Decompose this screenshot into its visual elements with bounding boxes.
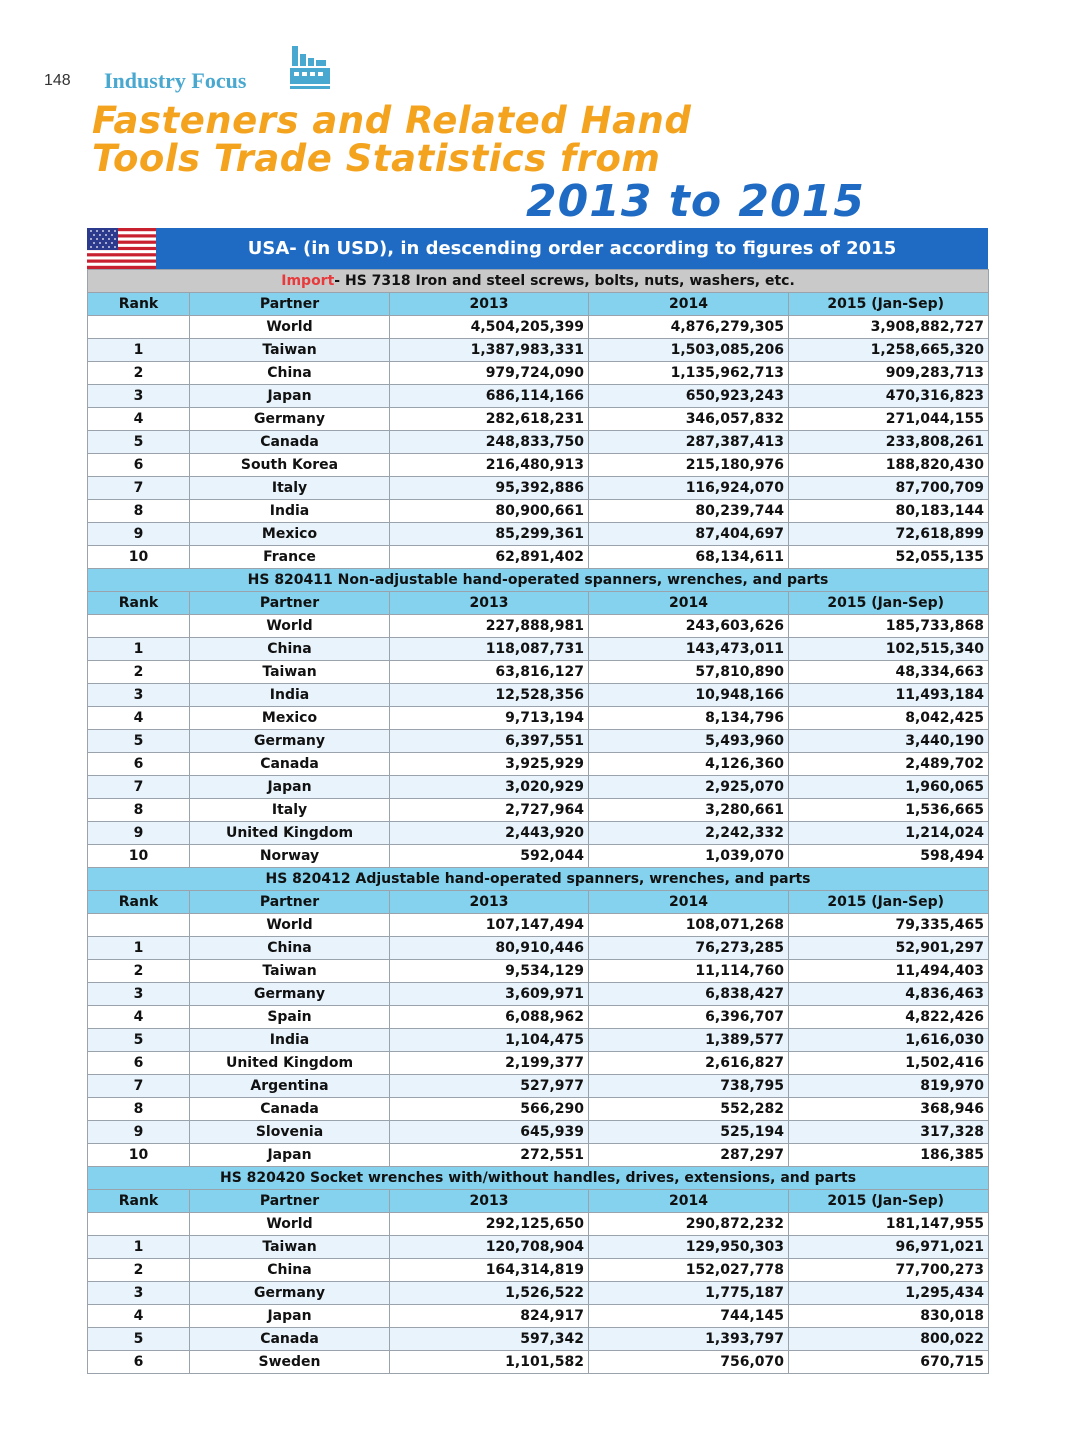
value-2013-cell: 164,314,819 xyxy=(390,1259,589,1282)
value-2014-cell: 108,071,268 xyxy=(589,914,789,937)
value-2014-cell: 143,473,011 xyxy=(589,638,789,661)
value-2013-cell: 6,088,962 xyxy=(390,1006,589,1029)
table-row xyxy=(88,937,989,960)
rank-cell: 9 xyxy=(88,822,190,845)
value-2015-cell: 819,970 xyxy=(789,1075,989,1098)
partner-cell: Spain xyxy=(190,1006,390,1029)
value-2013-cell: 2,443,920 xyxy=(390,822,589,845)
table-row xyxy=(88,1098,989,1121)
rank-cell: 8 xyxy=(88,500,190,523)
value-2015-cell: 670,715 xyxy=(789,1351,989,1374)
value-2013-cell: 592,044 xyxy=(390,845,589,868)
country-banner xyxy=(87,228,988,269)
value-2014-cell: 744,145 xyxy=(589,1305,789,1328)
section-heading: HS 820420 Socket wrenches with/without handles, drives, extensions, and parts xyxy=(88,1167,989,1190)
partner-cell: Argentina xyxy=(190,1075,390,1098)
table-row xyxy=(88,523,989,546)
value-2015-cell: 3,908,882,727 xyxy=(789,316,989,339)
section-heading: HS 820411 Non-adjustable hand-operated spanners, wrenches, and parts xyxy=(88,569,989,592)
column-header: Partner xyxy=(190,1190,390,1213)
value-2013-cell: 107,147,494 xyxy=(390,914,589,937)
column-header: Partner xyxy=(190,592,390,615)
value-2015-cell: 77,700,273 xyxy=(789,1259,989,1282)
rank-cell: 6 xyxy=(88,1351,190,1374)
value-2014-cell: 87,404,697 xyxy=(589,523,789,546)
value-2014-cell: 1,389,577 xyxy=(589,1029,789,1052)
value-2014-cell: 6,838,427 xyxy=(589,983,789,1006)
value-2013-cell: 85,299,361 xyxy=(390,523,589,546)
table-row xyxy=(88,1052,989,1075)
value-2013-cell: 227,888,981 xyxy=(390,615,589,638)
column-header: Partner xyxy=(190,293,390,316)
table-row xyxy=(88,822,989,845)
rank-cell: 3 xyxy=(88,684,190,707)
column-header: Rank xyxy=(88,1190,190,1213)
column-header-row xyxy=(88,592,989,615)
rank-cell: 4 xyxy=(88,1006,190,1029)
value-2013-cell: 80,900,661 xyxy=(390,500,589,523)
value-2015-cell: 186,385 xyxy=(789,1144,989,1167)
value-2014-cell: 129,950,303 xyxy=(589,1236,789,1259)
rank-cell: 1 xyxy=(88,1236,190,1259)
value-2014-cell: 11,114,760 xyxy=(589,960,789,983)
partner-cell: France xyxy=(190,546,390,569)
value-2014-cell: 4,876,279,305 xyxy=(589,316,789,339)
partner-cell: Canada xyxy=(190,1328,390,1351)
value-2014-cell: 4,126,360 xyxy=(589,753,789,776)
rank-cell: 10 xyxy=(88,1144,190,1167)
partner-cell: Slovenia xyxy=(190,1121,390,1144)
value-2015-cell: 1,536,665 xyxy=(789,799,989,822)
table-row xyxy=(88,845,989,868)
table-row xyxy=(88,1351,989,1374)
column-header: 2014 xyxy=(589,1190,789,1213)
partner-cell: Canada xyxy=(190,431,390,454)
value-2013-cell: 248,833,750 xyxy=(390,431,589,454)
rank-cell: 6 xyxy=(88,454,190,477)
column-header: Rank xyxy=(88,891,190,914)
partner-cell: Italy xyxy=(190,799,390,822)
value-2013-cell: 3,925,929 xyxy=(390,753,589,776)
partner-cell: Germany xyxy=(190,730,390,753)
value-2015-cell: 79,335,465 xyxy=(789,914,989,937)
rank-cell: 6 xyxy=(88,753,190,776)
column-header: Rank xyxy=(88,293,190,316)
table-row xyxy=(88,431,989,454)
rank-cell: 7 xyxy=(88,1075,190,1098)
value-2015-cell: 3,440,190 xyxy=(789,730,989,753)
rank-cell: 10 xyxy=(88,845,190,868)
column-header: 2014 xyxy=(589,293,789,316)
value-2014-cell: 3,280,661 xyxy=(589,799,789,822)
table-row xyxy=(88,1259,989,1282)
partner-cell: China xyxy=(190,638,390,661)
partner-cell: Germany xyxy=(190,1282,390,1305)
column-header: 2015 (Jan-Sep) xyxy=(789,1190,989,1213)
value-2013-cell: 2,727,964 xyxy=(390,799,589,822)
column-header: Rank xyxy=(88,592,190,615)
table-row xyxy=(88,730,989,753)
partner-cell: Taiwan xyxy=(190,339,390,362)
partner-cell: China xyxy=(190,937,390,960)
rank-cell: 9 xyxy=(88,1121,190,1144)
table-row xyxy=(88,500,989,523)
trade-statistics-table xyxy=(87,269,989,1374)
rank-cell xyxy=(88,316,190,339)
partner-cell: Japan xyxy=(190,385,390,408)
table-row xyxy=(88,477,989,500)
value-2014-cell: 152,027,778 xyxy=(589,1259,789,1282)
value-2013-cell: 95,392,886 xyxy=(390,477,589,500)
rank-cell: 5 xyxy=(88,431,190,454)
partner-cell: World xyxy=(190,615,390,638)
usa-flag-icon xyxy=(87,228,156,269)
table-row xyxy=(88,385,989,408)
value-2014-cell: 287,297 xyxy=(589,1144,789,1167)
partner-cell: Japan xyxy=(190,776,390,799)
value-2015-cell: 52,055,135 xyxy=(789,546,989,569)
value-2013-cell: 979,724,090 xyxy=(390,362,589,385)
section-label: Industry Focus xyxy=(104,68,247,93)
partner-cell: World xyxy=(190,316,390,339)
column-header: 2015 (Jan-Sep) xyxy=(789,293,989,316)
column-header: 2013 xyxy=(390,891,589,914)
value-2014-cell: 116,924,070 xyxy=(589,477,789,500)
value-2015-cell: 102,515,340 xyxy=(789,638,989,661)
column-header: 2015 (Jan-Sep) xyxy=(789,891,989,914)
rank-cell: 8 xyxy=(88,1098,190,1121)
value-2015-cell: 1,295,434 xyxy=(789,1282,989,1305)
table-row xyxy=(88,454,989,477)
partner-cell: United Kingdom xyxy=(190,1052,390,1075)
value-2013-cell: 4,504,205,399 xyxy=(390,316,589,339)
column-header: 2015 (Jan-Sep) xyxy=(789,592,989,615)
value-2015-cell: 185,733,868 xyxy=(789,615,989,638)
value-2013-cell: 63,816,127 xyxy=(390,661,589,684)
section-heading-row xyxy=(88,569,989,592)
value-2014-cell: 1,039,070 xyxy=(589,845,789,868)
value-2013-cell: 120,708,904 xyxy=(390,1236,589,1259)
value-2014-cell: 243,603,626 xyxy=(589,615,789,638)
rank-cell: 6 xyxy=(88,1052,190,1075)
rank-cell: 4 xyxy=(88,408,190,431)
value-2014-cell: 5,493,960 xyxy=(589,730,789,753)
rank-cell: 1 xyxy=(88,638,190,661)
value-2015-cell: 188,820,430 xyxy=(789,454,989,477)
trade-table-container xyxy=(87,269,988,1374)
table-row xyxy=(88,339,989,362)
section-heading: HS 820412 Adjustable hand-operated spanners, wrenches, and parts xyxy=(88,868,989,891)
partner-cell: Taiwan xyxy=(190,661,390,684)
value-2014-cell: 290,872,232 xyxy=(589,1213,789,1236)
rank-cell: 2 xyxy=(88,960,190,983)
table-row xyxy=(88,408,989,431)
table-row xyxy=(88,546,989,569)
partner-cell: Japan xyxy=(190,1144,390,1167)
table-row xyxy=(88,776,989,799)
value-2014-cell: 525,194 xyxy=(589,1121,789,1144)
partner-cell: Norway xyxy=(190,845,390,868)
value-2014-cell: 6,396,707 xyxy=(589,1006,789,1029)
partner-cell: Mexico xyxy=(190,523,390,546)
table-row xyxy=(88,362,989,385)
rank-cell: 2 xyxy=(88,362,190,385)
value-2013-cell: 1,104,475 xyxy=(390,1029,589,1052)
partner-cell: World xyxy=(190,914,390,937)
value-2015-cell: 800,022 xyxy=(789,1328,989,1351)
value-2013-cell: 566,290 xyxy=(390,1098,589,1121)
value-2014-cell: 287,387,413 xyxy=(589,431,789,454)
value-2014-cell: 1,393,797 xyxy=(589,1328,789,1351)
partner-cell: India xyxy=(190,684,390,707)
rank-cell: 9 xyxy=(88,523,190,546)
section-heading xyxy=(88,270,989,293)
table-row xyxy=(88,960,989,983)
value-2015-cell: 96,971,021 xyxy=(789,1236,989,1259)
title-line-1: Fasteners and Related Hand xyxy=(92,99,692,142)
value-2015-cell: 1,616,030 xyxy=(789,1029,989,1052)
page-number: 148 xyxy=(44,72,71,89)
rank-cell: 4 xyxy=(88,707,190,730)
value-2013-cell: 1,387,983,331 xyxy=(390,339,589,362)
value-2013-cell: 62,891,402 xyxy=(390,546,589,569)
rank-cell: 7 xyxy=(88,477,190,500)
value-2014-cell: 738,795 xyxy=(589,1075,789,1098)
partner-cell: Germany xyxy=(190,983,390,1006)
value-2013-cell: 1,526,522 xyxy=(390,1282,589,1305)
value-2015-cell: 233,808,261 xyxy=(789,431,989,454)
table-row xyxy=(88,1328,989,1351)
rank-cell xyxy=(88,1213,190,1236)
value-2013-cell: 645,939 xyxy=(390,1121,589,1144)
table-row xyxy=(88,1121,989,1144)
partner-cell: India xyxy=(190,1029,390,1052)
value-2015-cell: 317,328 xyxy=(789,1121,989,1144)
table-row xyxy=(88,707,989,730)
partner-cell: China xyxy=(190,362,390,385)
value-2013-cell: 118,087,731 xyxy=(390,638,589,661)
value-2013-cell: 282,618,231 xyxy=(390,408,589,431)
value-2015-cell: 4,822,426 xyxy=(789,1006,989,1029)
value-2014-cell: 80,239,744 xyxy=(589,500,789,523)
value-2015-cell: 1,258,665,320 xyxy=(789,339,989,362)
value-2014-cell: 346,057,832 xyxy=(589,408,789,431)
value-2015-cell: 11,494,403 xyxy=(789,960,989,983)
rank-cell: 1 xyxy=(88,937,190,960)
table-row xyxy=(88,1236,989,1259)
section-heading-row xyxy=(88,868,989,891)
value-2013-cell: 3,609,971 xyxy=(390,983,589,1006)
table-row xyxy=(88,1305,989,1328)
factory-icon xyxy=(288,44,332,92)
value-2013-cell: 1,101,582 xyxy=(390,1351,589,1374)
value-2014-cell: 8,134,796 xyxy=(589,707,789,730)
value-2013-cell: 292,125,650 xyxy=(390,1213,589,1236)
value-2013-cell: 3,020,929 xyxy=(390,776,589,799)
column-header-row xyxy=(88,293,989,316)
table-row xyxy=(88,1213,989,1236)
value-2013-cell: 80,910,446 xyxy=(390,937,589,960)
value-2015-cell: 598,494 xyxy=(789,845,989,868)
value-2013-cell: 9,713,194 xyxy=(390,707,589,730)
rank-cell: 3 xyxy=(88,983,190,1006)
value-2015-cell: 87,700,709 xyxy=(789,477,989,500)
table-row xyxy=(88,638,989,661)
value-2015-cell: 181,147,955 xyxy=(789,1213,989,1236)
partner-cell: China xyxy=(190,1259,390,1282)
rank-cell: 3 xyxy=(88,385,190,408)
title-line-2: Tools Trade Statistics from xyxy=(92,137,661,180)
table-row xyxy=(88,684,989,707)
value-2015-cell: 1,960,065 xyxy=(789,776,989,799)
value-2014-cell: 2,242,332 xyxy=(589,822,789,845)
table-row xyxy=(88,316,989,339)
rank-cell xyxy=(88,615,190,638)
column-header: 2013 xyxy=(390,1190,589,1213)
table-row xyxy=(88,1282,989,1305)
partner-cell: Canada xyxy=(190,753,390,776)
value-2013-cell: 12,528,356 xyxy=(390,684,589,707)
value-2015-cell: 909,283,713 xyxy=(789,362,989,385)
value-2014-cell: 2,925,070 xyxy=(589,776,789,799)
partner-cell: Taiwan xyxy=(190,960,390,983)
table-row xyxy=(88,753,989,776)
value-2015-cell: 470,316,823 xyxy=(789,385,989,408)
value-2015-cell: 2,489,702 xyxy=(789,753,989,776)
import-label: Import xyxy=(281,273,335,289)
rank-cell: 2 xyxy=(88,661,190,684)
value-2015-cell: 368,946 xyxy=(789,1098,989,1121)
value-2015-cell: 8,042,425 xyxy=(789,707,989,730)
partner-cell: Japan xyxy=(190,1305,390,1328)
rank-cell: 1 xyxy=(88,339,190,362)
value-2014-cell: 552,282 xyxy=(589,1098,789,1121)
column-header: 2013 xyxy=(390,592,589,615)
section-heading-row xyxy=(88,1167,989,1190)
partner-cell: World xyxy=(190,1213,390,1236)
rank-cell: 7 xyxy=(88,776,190,799)
value-2013-cell: 6,397,551 xyxy=(390,730,589,753)
value-2015-cell: 1,214,024 xyxy=(789,822,989,845)
value-2014-cell: 650,923,243 xyxy=(589,385,789,408)
value-2014-cell: 1,503,085,206 xyxy=(589,339,789,362)
value-2014-cell: 76,273,285 xyxy=(589,937,789,960)
title-years: 2013 to 2015 xyxy=(526,176,865,227)
value-2015-cell: 72,618,899 xyxy=(789,523,989,546)
column-header-row xyxy=(88,1190,989,1213)
rank-cell: 3 xyxy=(88,1282,190,1305)
column-header-row xyxy=(88,891,989,914)
column-header: 2014 xyxy=(589,592,789,615)
value-2015-cell: 830,018 xyxy=(789,1305,989,1328)
rank-cell: 5 xyxy=(88,1328,190,1351)
value-2015-cell: 52,901,297 xyxy=(789,937,989,960)
rank-cell: 8 xyxy=(88,799,190,822)
value-2014-cell: 2,616,827 xyxy=(589,1052,789,1075)
value-2013-cell: 2,199,377 xyxy=(390,1052,589,1075)
rank-cell: 2 xyxy=(88,1259,190,1282)
value-2013-cell: 597,342 xyxy=(390,1328,589,1351)
rank-cell: 4 xyxy=(88,1305,190,1328)
value-2014-cell: 10,948,166 xyxy=(589,684,789,707)
partner-cell: Mexico xyxy=(190,707,390,730)
value-2015-cell: 80,183,144 xyxy=(789,500,989,523)
value-2013-cell: 527,977 xyxy=(390,1075,589,1098)
value-2013-cell: 686,114,166 xyxy=(390,385,589,408)
value-2015-cell: 11,493,184 xyxy=(789,684,989,707)
table-row xyxy=(88,615,989,638)
column-header: 2013 xyxy=(390,293,589,316)
partner-cell: South Korea xyxy=(190,454,390,477)
value-2013-cell: 272,551 xyxy=(390,1144,589,1167)
table-row xyxy=(88,1006,989,1029)
value-2014-cell: 1,775,187 xyxy=(589,1282,789,1305)
value-2014-cell: 215,180,976 xyxy=(589,454,789,477)
table-row xyxy=(88,799,989,822)
partner-cell: Sweden xyxy=(190,1351,390,1374)
column-header: 2014 xyxy=(589,891,789,914)
value-2013-cell: 216,480,913 xyxy=(390,454,589,477)
value-2015-cell: 1,502,416 xyxy=(789,1052,989,1075)
value-2014-cell: 1,135,962,713 xyxy=(589,362,789,385)
partner-cell: Canada xyxy=(190,1098,390,1121)
column-header: Partner xyxy=(190,891,390,914)
value-2014-cell: 756,070 xyxy=(589,1351,789,1374)
value-2014-cell: 57,810,890 xyxy=(589,661,789,684)
section-heading-text: - HS 7318 Iron and steel screws, bolts, nuts, washers, etc. xyxy=(334,273,795,289)
rank-cell: 5 xyxy=(88,730,190,753)
table-row xyxy=(88,983,989,1006)
rank-cell xyxy=(88,914,190,937)
table-row xyxy=(88,661,989,684)
table-row xyxy=(88,1144,989,1167)
value-2013-cell: 824,917 xyxy=(390,1305,589,1328)
rank-cell: 5 xyxy=(88,1029,190,1052)
banner-title: USA- (in USD), in descending order according to figures of 2015 xyxy=(247,238,897,259)
value-2015-cell: 4,836,463 xyxy=(789,983,989,1006)
value-2015-cell: 271,044,155 xyxy=(789,408,989,431)
value-2014-cell: 68,134,611 xyxy=(589,546,789,569)
partner-cell: India xyxy=(190,500,390,523)
partner-cell: Taiwan xyxy=(190,1236,390,1259)
title-block xyxy=(92,99,692,180)
table-row xyxy=(88,1075,989,1098)
section-heading-row xyxy=(88,270,989,293)
table-row xyxy=(88,1029,989,1052)
table-row xyxy=(88,914,989,937)
value-2013-cell: 9,534,129 xyxy=(390,960,589,983)
value-2015-cell: 48,334,663 xyxy=(789,661,989,684)
partner-cell: Germany xyxy=(190,408,390,431)
rank-cell: 10 xyxy=(88,546,190,569)
partner-cell: Italy xyxy=(190,477,390,500)
partner-cell: United Kingdom xyxy=(190,822,390,845)
